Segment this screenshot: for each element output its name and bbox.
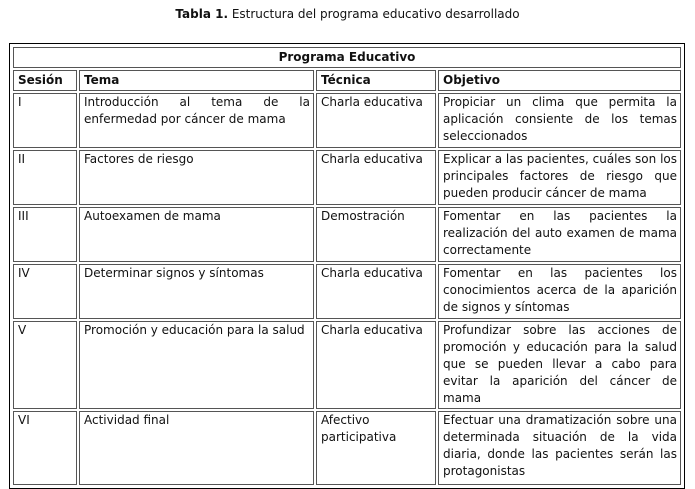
caption-label: Tabla 1. — [175, 7, 228, 21]
table-row — [13, 264, 681, 319]
cell-objective: Propiciar un clima que permita la aplicación consiente de los temas seleccionados — [438, 93, 681, 148]
cell-session: I — [13, 93, 77, 148]
cell-session: II — [13, 150, 77, 205]
program-table — [11, 45, 683, 487]
cell-objective: Fomentar en las pacientes la realización del auto examen de mama correctamente — [438, 207, 681, 262]
cell-technique: Demostración — [316, 207, 436, 262]
cell-technique: Afectivo participativa — [316, 411, 436, 485]
cell-objective: Fomentar en las pacientes los conocimientos acerca de la aparición de signos y síntomas — [438, 264, 681, 319]
cell-topic: Actividad final — [79, 411, 314, 485]
cell-objective: Efectuar una dramatización sobre una determinada situación de la vida diaria, donde las pacientes serán las protagonistas — [438, 411, 681, 485]
table-row — [13, 321, 681, 409]
cell-technique: Charla educativa — [316, 150, 436, 205]
cell-session: III — [13, 207, 77, 262]
cell-session: VI — [13, 411, 77, 485]
cell-topic: Determinar signos y síntomas — [79, 264, 314, 319]
caption-text: Estructura del programa educativo desarrollado — [228, 7, 520, 21]
cell-topic: Introducción al tema de la enfermedad por cáncer de mama — [79, 93, 314, 148]
cell-topic: Autoexamen de mama — [79, 207, 314, 262]
cell-objective: Profundizar sobre las acciones de promoción y educación para la salud que se pueden llevar a cabo para evitar la aparición del cáncer de mama — [438, 321, 681, 409]
cell-technique: Charla educativa — [316, 264, 436, 319]
cell-technique: Charla educativa — [316, 321, 436, 409]
program-table-frame — [9, 43, 685, 489]
cell-session: V — [13, 321, 77, 409]
table-row — [13, 207, 681, 262]
table-caption — [0, 6, 695, 22]
table-row — [13, 93, 681, 148]
cell-technique: Charla educativa — [316, 93, 436, 148]
header-objective: Objetivo — [438, 70, 681, 91]
header-technique: Técnica — [316, 70, 436, 91]
cell-session: IV — [13, 264, 77, 319]
cell-objective: Explicar a las pacientes, cuáles son los principales factores de riesgo que pueden producir cáncer de mama — [438, 150, 681, 205]
table-title: Programa Educativo — [13, 47, 681, 68]
table-row — [13, 411, 681, 485]
cell-topic: Promoción y educación para la salud — [79, 321, 314, 409]
header-topic: Tema — [79, 70, 314, 91]
header-session: Sesión — [13, 70, 77, 91]
table-row — [13, 150, 681, 205]
cell-topic: Factores de riesgo — [79, 150, 314, 205]
